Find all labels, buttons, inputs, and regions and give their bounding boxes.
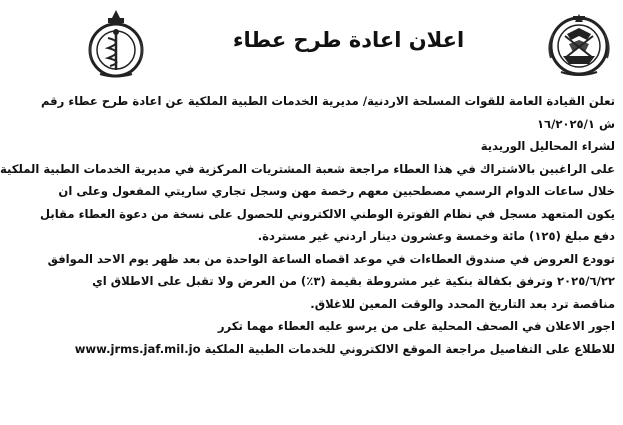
- body-line: ٢٠٢٥/٦/٢٢ وترفق بكفالة بنكية غير مشروطة بقيمة (٣٪) من العرض ولا تقبل على الاطلاق اي: [92, 274, 615, 288]
- announcement-title: اعلان اعادة طرح عطاء: [232, 28, 465, 52]
- website-line: [74, 338, 615, 361]
- body-line: خلال ساعات الدوام الرسمي مصطحبين معهم رخصة مهن وسجل تجاري ساريتي المفعول وعلى ان: [58, 184, 615, 198]
- body-line: مناقصة ترد بعد التاريخ المحدد والوقت المعين للاغلاق.: [310, 296, 615, 311]
- body-line: تعلن القيادة العامة للقوات المسلحة الاردنية/ مديرية الخدمات الطبية الملكية عن اعادة طرح عطاء رقم: [40, 94, 615, 108]
- announcement-header: [74, 0, 623, 84]
- website-line-text: للاطلاع على التفاصيل مراجعة الموقع الالكتروني للخدمات الطبية الملكية: [204, 341, 615, 356]
- website-link[interactable]: www.jrms.jaf.mil.jo: [74, 341, 201, 356]
- tender-number: ش ١٦/٢٠٢٥/١: [536, 116, 615, 131]
- royal-medical-services-emblem-icon: [80, 6, 152, 80]
- body-line: على الراغبين بالاشتراك في هذا العطاء مراجعة شعبة المشتريات المركزية في مديرية الخدمات الطبية الملكية: [0, 161, 615, 176]
- announcement-body: [0, 90, 615, 360]
- tender-subject: لشراء المحاليل الوريدية: [480, 139, 615, 153]
- body-line: يكون المتعهد مسجل في نظام الفوترة الوطني الالكتروني للحصول على نسخة من دعوة العطاء مقابل: [40, 206, 615, 221]
- body-line: دفع مبلغ (١٢٥) مائة وخمسة وعشرون دينار اردني غير مستردة.: [257, 229, 615, 243]
- body-line: اجور الاعلان في الصحف المحلية على من يرسو عليه العطاء مهما تكرر: [217, 319, 615, 333]
- body-line: توودع العروض في صندوق العطاءات في موعد اقصاه الساعة الواحدة من بعد ظهر يوم الاحد الموافق: [47, 251, 615, 266]
